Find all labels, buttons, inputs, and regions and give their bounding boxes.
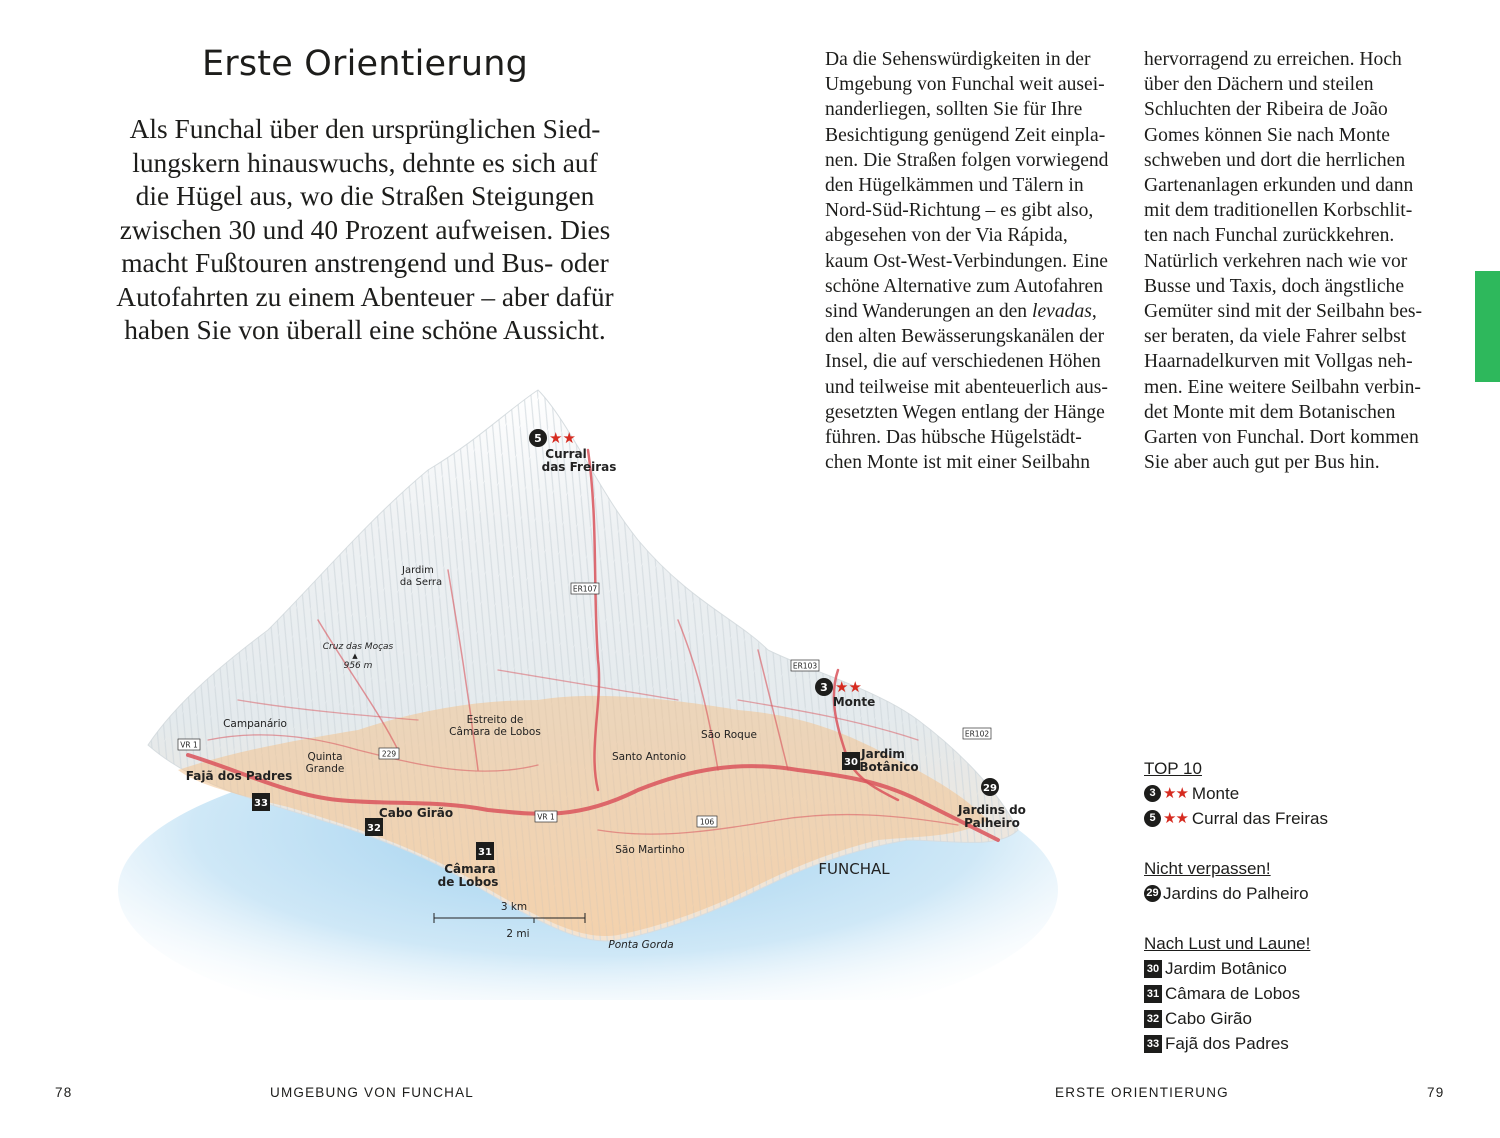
intro-line: lungskern hinauswuchs, dehnte es sich auf [132, 147, 598, 178]
scale-km: 3 km [500, 901, 528, 913]
place-label-sao-martinho: São Martinho [615, 844, 685, 856]
map-legend [1144, 756, 1464, 1056]
road-number: VR 1 [180, 740, 198, 750]
peak-triangle-icon: ▲ [352, 652, 358, 660]
place-label: Palheiro [964, 816, 1020, 830]
place-label-quinta-grande: Quinta [307, 751, 343, 763]
legend-label: Câmara de Lobos [1165, 984, 1301, 1003]
marker-number-icon: 3 [1144, 785, 1161, 802]
place-label-estreito: Estreito de [466, 714, 524, 726]
place-label: Fajã dos Padres [185, 769, 293, 783]
intro-line: Als Funchal über den ursprünglichen Sied- [129, 114, 601, 144]
body-line: über den Dächern und steilen [1144, 74, 1374, 96]
chapter-tab-marker [1475, 271, 1500, 382]
body-line: sind Wanderungen an den levadas, [825, 301, 1097, 323]
legend-label: Fajã dos Padres [1165, 1034, 1289, 1053]
marker-number-icon: 30 [1144, 960, 1162, 978]
place-label: das Freiras [541, 460, 617, 474]
road-label-er107 [571, 583, 599, 594]
place-label-jardim-da-serra: Jardim [402, 565, 434, 576]
running-header-left: UMGEBUNG VON FUNCHAL [270, 1085, 475, 1100]
body-line: schöne Alternative zum Autofahren [825, 275, 1104, 297]
place-label-ponta-gorda: Ponta Gorda [608, 939, 674, 951]
place-label-campanario: Campanário [223, 718, 287, 730]
road-label-vr1-west [178, 739, 200, 750]
body-line: den Hügelkämmen und Tälern in [825, 175, 1084, 197]
body-line: Da die Sehenswürdigkeiten in der [825, 49, 1091, 70]
legend-label: Jardim Botânico [1165, 959, 1287, 978]
page-heading: Erste Orientierung [201, 44, 529, 84]
intro-paragraph [100, 113, 630, 348]
body-line: ten nach Funchal zurückkehren. [1144, 225, 1395, 247]
place-label: Cabo Girão [378, 806, 454, 820]
peak-label-cruz-das-mocas: Cruz das Moças [322, 642, 394, 652]
city-label-funchal: FUNCHAL [818, 860, 890, 878]
body-line: Insel, die auf verschiedenen Höhen [825, 351, 1101, 373]
place-label-estreito: Câmara de Lobos [449, 726, 541, 738]
body-line: schweben und dort die herrlichen [1144, 149, 1406, 171]
marker-number: 29 [983, 783, 997, 794]
intro-line: macht Fußtouren anstrengend und Bus- oder [121, 248, 609, 278]
body-line: Besichtigung genügend Zeit einpla- [825, 124, 1106, 146]
place-label-sao-roque: São Roque [701, 729, 757, 741]
page-number-right: 79 [1427, 1085, 1445, 1100]
body-line: gesetzten Wegen entlang der Hänge [825, 401, 1105, 423]
place-label: Jardim [861, 747, 905, 761]
scale-mi: 2 mi [506, 928, 530, 940]
intro-line: haben Sie von überall eine schöne Aussicht. [124, 315, 606, 345]
star-rating-icon: ★★ [1163, 785, 1188, 802]
marker-number-icon: 31 [1144, 985, 1162, 1003]
marker-number: 33 [254, 798, 268, 809]
body-line: Sie aber auch gut per Bus hin. [1144, 452, 1380, 474]
body-line: Busse und Taxis, doch ängstliche [1144, 275, 1405, 297]
star-rating-icon: ★★ [1163, 810, 1188, 827]
page-number-left: 78 [55, 1085, 73, 1100]
body-line: Garten von Funchal. Dort kommen [1144, 427, 1419, 449]
peak-elevation: 956 m [343, 661, 373, 671]
place-label-jardim-da-serra: da Serra [399, 577, 443, 588]
road-label-106 [697, 816, 717, 827]
body-line: Gemüter sind mit der Seilbahn bes- [1144, 301, 1423, 323]
body-line: Nord-Süd-Richtung – es gibt also, [825, 200, 1094, 222]
place-label: Jardins do [958, 803, 1026, 817]
place-label-santo-antonio: Santo Antonio [611, 751, 687, 763]
running-header-right: ERSTE ORIENTIERUNG [1055, 1085, 1229, 1100]
legend-header-nach-lust-und-laune: Nach Lust und Laune! [1144, 934, 1311, 953]
place-label: Monte [832, 695, 876, 709]
place-label: Curral [545, 447, 587, 461]
marker-number: 3 [820, 681, 828, 694]
area-map [118, 370, 1068, 1000]
body-line: Natürlich verkehren nach wie vor [1144, 250, 1408, 272]
marker-number-icon: 29 [1144, 885, 1161, 902]
marker-number: 32 [367, 823, 381, 834]
marker-number: 30 [844, 757, 858, 768]
body-line: und teilweise mit abenteuerlich aus- [825, 376, 1108, 398]
legend-item[interactable] [1144, 981, 1464, 1006]
legend-item[interactable] [1144, 806, 1464, 831]
legend-header-nicht-verpassen: Nicht verpassen! [1144, 859, 1271, 878]
road-number: 106 [699, 817, 715, 827]
marker-number: 31 [478, 847, 492, 858]
marker-number: 5 [534, 432, 542, 445]
body-line: chen Monte ist mit einer Seilbahn [825, 452, 1091, 474]
marker-number-icon: 33 [1144, 1035, 1162, 1053]
intro-line: Autofahrten zu einem Abenteuer – aber dafür [116, 281, 614, 312]
body-line: Haarnadelkurven mit Vollgas neh- [1144, 351, 1413, 373]
legend-header-top10: TOP 10 [1144, 759, 1202, 778]
body-line: Gomes können Sie nach Monte [1144, 124, 1390, 146]
legend-item[interactable] [1144, 781, 1464, 806]
legend-item[interactable] [1144, 1031, 1464, 1056]
place-label: Botânico [859, 760, 919, 774]
body-line: Gartenanlagen erkunden und dann [1144, 175, 1414, 197]
road-label-229 [379, 748, 399, 759]
marker-number-icon: 32 [1144, 1010, 1162, 1028]
body-line: kaum Ost-West-Verbindungen. Eine [825, 250, 1109, 272]
body-line: det Monte mit dem Botanischen [1144, 401, 1396, 423]
road-number: ER107 [572, 584, 598, 594]
star-rating: ★★ [835, 678, 862, 696]
place-label: Câmara [444, 862, 496, 876]
legend-item[interactable] [1144, 956, 1464, 981]
body-column-right [1144, 47, 1454, 475]
body-line: Umgebung von Funchal weit ausei- [825, 74, 1105, 96]
road-number: ER102 [964, 729, 990, 739]
place-label: de Lobos [437, 875, 499, 889]
legend-item[interactable] [1144, 1006, 1464, 1031]
road-number: VR 1 [537, 812, 555, 822]
body-line: abgesehen von der Via Rápida, [825, 225, 1068, 247]
legend-label: Monte [1191, 784, 1240, 803]
road-label-er102 [963, 728, 991, 739]
body-line: nanderliegen, sollten Sie für Ihre [825, 99, 1083, 121]
legend-label: Cabo Girão [1165, 1009, 1252, 1028]
legend-label: Curral das Freiras [1191, 809, 1328, 828]
body-line: men. Eine weitere Seilbahn verbin- [1144, 376, 1421, 398]
body-line: führen. Das hübsche Hügelstädt- [825, 427, 1082, 449]
intro-line: die Hügel aus, wo die Straßen Steigungen [135, 181, 595, 211]
intro-line: zwischen 30 und 40 Prozent aufweisen. Dies [119, 214, 611, 245]
body-line: hervorragend zu erreichen. Hoch [1144, 49, 1402, 70]
legend-label: Jardins do Palheiro [1163, 884, 1309, 903]
road-number: ER103 [792, 661, 818, 671]
body-line: Schluchten der Ribeira de João [1144, 99, 1388, 121]
marker-number-icon: 5 [1144, 810, 1161, 827]
body-line: ser beraten, da viele Fahrer selbst [1144, 326, 1407, 348]
body-line: nen. Die Straßen folgen vorwiegend [825, 149, 1109, 171]
road-label-vr1-east [535, 811, 557, 822]
body-line: den alten Bewässerungskanälen der [825, 326, 1105, 348]
place-label-quinta-grande: Grande [305, 763, 345, 775]
legend-item[interactable] [1144, 881, 1464, 906]
star-rating: ★★ [549, 429, 576, 447]
body-line: mit dem traditionellen Korbschlit- [1144, 200, 1413, 222]
road-label-er103 [791, 660, 819, 671]
road-number: 229 [381, 749, 397, 759]
